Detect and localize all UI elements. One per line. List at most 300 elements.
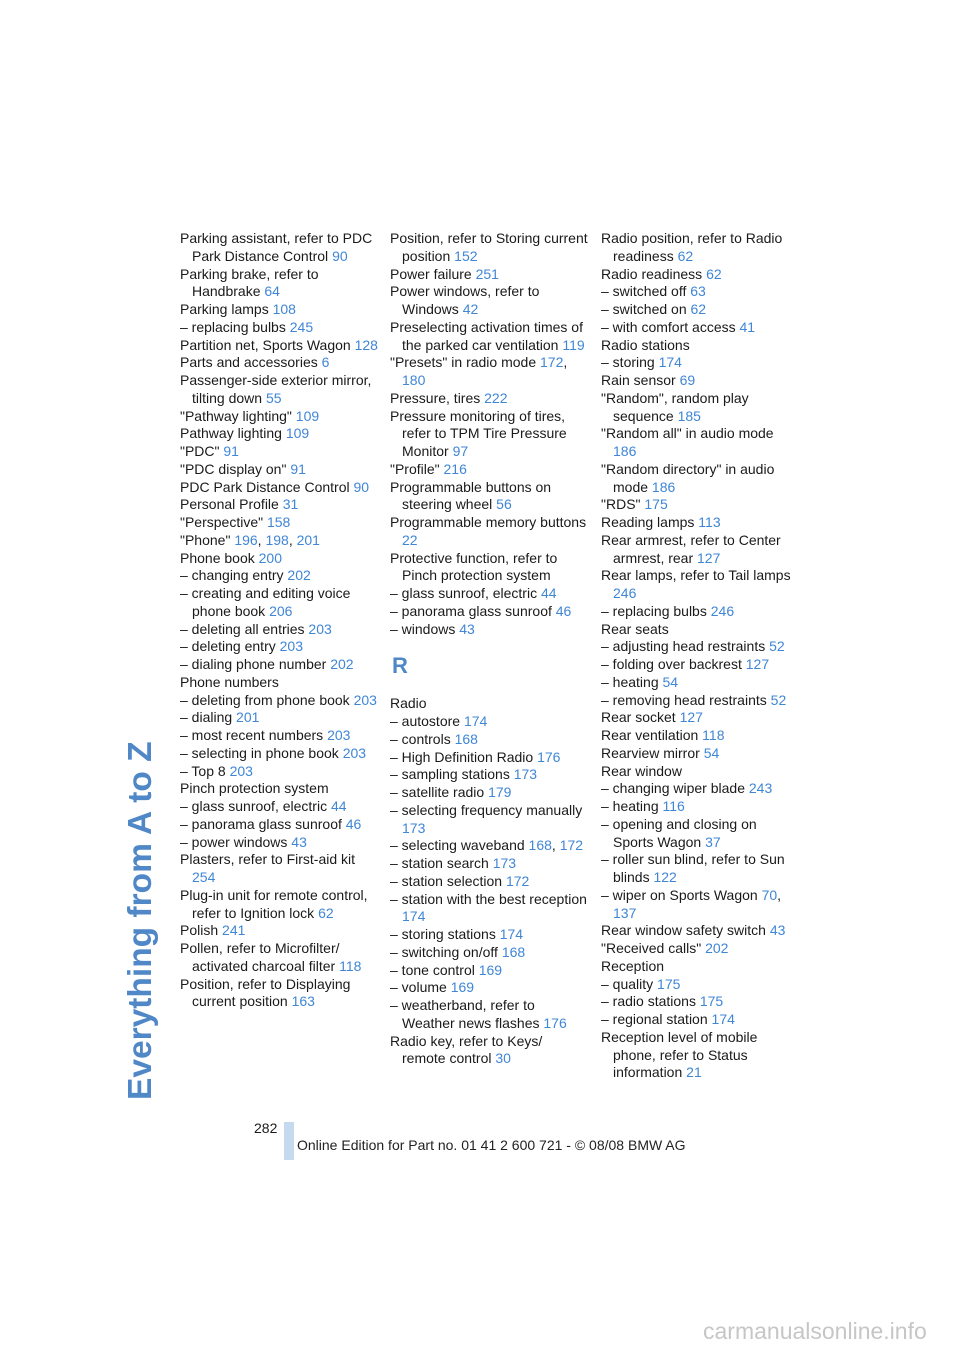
index-term: – replacing bulbs [601, 602, 707, 619]
index-term: – heating [601, 673, 659, 690]
index-entry [180, 940, 378, 976]
page-reference-link[interactable]: 168 [501, 943, 526, 960]
page-reference-link[interactable]: 91 [290, 460, 306, 477]
index-entry [390, 461, 588, 479]
index-term: – Top 8 [180, 762, 226, 779]
index-term: – heating [601, 798, 659, 814]
index-entry [180, 230, 378, 266]
index-entry [180, 266, 378, 302]
index-entry [601, 993, 799, 1011]
index-term: – storing [601, 354, 655, 371]
index-entry [601, 976, 799, 994]
index-entry [601, 798, 799, 816]
index-term: Polish [180, 922, 219, 939]
index-entry [390, 514, 588, 550]
index-entry [180, 834, 378, 852]
index-entry [180, 479, 378, 497]
index-term: – volume [390, 979, 447, 996]
index-term: Passenger-side exterior mirror, tilting down [180, 372, 372, 406]
index-entry [390, 603, 588, 621]
page-reference-link[interactable]: 180 [402, 372, 426, 388]
index-term: – most recent numbers [180, 727, 324, 743]
index-term: Parts and accessories [180, 354, 318, 371]
page-reference-link[interactable]: 91 [223, 443, 239, 459]
index-term: Programmable buttons on steering wheel [390, 478, 552, 513]
index-entry [390, 550, 588, 586]
index-entry [180, 638, 378, 656]
index-term: Reception level of mobile phone, refer to Status information [601, 1028, 758, 1081]
index-term: Radio [390, 695, 427, 712]
page-reference-link[interactable]: 128 [354, 336, 378, 353]
page-reference-link[interactable]: 21 [686, 1064, 702, 1081]
index-term: – deleting entry [180, 638, 276, 655]
page-reference-link[interactable]: 251 [475, 265, 499, 282]
index-entry [180, 922, 378, 940]
index-term: – glass sunroof, electric [390, 585, 538, 601]
page-reference-link[interactable]: 173 [402, 819, 426, 836]
index-entry [390, 962, 588, 980]
page-reference-link[interactable]: 203 [229, 762, 253, 779]
page-reference-link[interactable]: 198 [265, 531, 289, 548]
page-reference-link[interactable]: 172 [540, 354, 564, 371]
index-entry [601, 354, 799, 372]
index-entry [390, 749, 588, 767]
page-reference-link[interactable]: 179 [488, 784, 512, 800]
page-reference-link[interactable]: 158 [266, 514, 291, 530]
index-entry [180, 425, 378, 443]
page-reference-link[interactable]: 43 [291, 833, 307, 850]
page-reference-link[interactable]: 169 [450, 979, 475, 996]
page-reference-link[interactable]: 90 [332, 247, 348, 264]
index-term: – switching on/off [390, 943, 498, 960]
index-entry [180, 976, 378, 1012]
page-reference-link[interactable]: 176 [543, 1014, 567, 1031]
index-term: – removing head restraints [601, 691, 767, 708]
index-term: – panorama glass sunroof [390, 602, 552, 619]
index-entry [601, 674, 799, 692]
index-term: – dialing phone number [180, 656, 327, 672]
index-entry [180, 745, 378, 763]
page-reference-link[interactable]: 175 [657, 975, 681, 992]
page-reference-link[interactable]: 62 [706, 265, 722, 282]
page-reference-link[interactable]: 202 [330, 656, 354, 672]
index-term: Rear lamps, refer to Tail lamps [601, 567, 791, 584]
index-entry [601, 780, 799, 798]
watermark: carmanualsonline.info [703, 1318, 927, 1344]
index-term: "Phone" [180, 531, 231, 548]
index-term: – controls [390, 730, 451, 747]
index-entry [601, 692, 799, 710]
page-reference-link[interactable]: 127 [697, 549, 721, 566]
index-term: Radio readiness [601, 265, 703, 282]
index-entry [390, 695, 588, 713]
page-reference-link[interactable]: 122 [653, 869, 677, 885]
index-term: Rear ventilation [601, 727, 699, 743]
index-entry [601, 763, 799, 781]
index-term: Phone numbers [180, 673, 279, 690]
index-entry [390, 731, 588, 749]
index-term: – satellite radio [390, 784, 485, 800]
index-term: Parking assistant, refer to PDC Park Distance Control [180, 230, 373, 264]
index-column-1 [180, 230, 378, 1011]
index-term: Position, refer to Displaying current position [180, 975, 351, 1010]
page-reference-link[interactable]: 118 [702, 727, 725, 743]
index-entry [180, 550, 378, 568]
index-term: Radio key, refer to Keys/ remote control [390, 1032, 543, 1067]
index-entry [390, 855, 588, 873]
index-term: – selecting waveband [390, 837, 525, 854]
index-term: "PDC" [180, 443, 220, 459]
index-term: – autostore [390, 713, 461, 729]
index-term: "Random all" in audio mode [601, 425, 774, 442]
index-entry [390, 802, 588, 838]
index-term: Partition net, Sports Wagon [180, 336, 351, 353]
page-reference-link[interactable]: 52 [770, 691, 787, 708]
page-reference-link[interactable]: 203 [353, 691, 377, 708]
index-entry [180, 709, 378, 727]
page-reference-link[interactable]: 245 [289, 318, 314, 335]
page-reference-link[interactable]: 201 [296, 531, 320, 548]
index-term: Rear armrest, refer to Center armrest, rear [601, 531, 781, 566]
index-term: – changing entry [180, 567, 284, 584]
index-term: – roller sun blind, refer to Sun blinds [601, 851, 785, 885]
page-reference-link[interactable]: 22 [402, 531, 418, 548]
index-term: Pinch protection system [180, 780, 329, 797]
index-term: Plasters, refer to First-aid kit [180, 851, 356, 868]
index-entry [601, 372, 799, 390]
index-entry [180, 674, 378, 692]
index-entry: "Presets" in radio mode 172, 180 [390, 354, 568, 388]
index-entry [601, 567, 799, 603]
index-entry [180, 567, 378, 585]
page-reference-link[interactable]: 64 [264, 283, 280, 300]
page-reference-link[interactable]: 241 [222, 922, 246, 939]
page-reference-link[interactable]: 119 [562, 336, 585, 353]
index-term: – changing wiper blade [601, 780, 745, 797]
index-term: – High Definition Radio [390, 748, 534, 765]
index-entry [601, 709, 799, 727]
index-term: – selecting in phone book [180, 744, 339, 761]
index-entry [601, 621, 799, 639]
index-entry [390, 408, 588, 461]
page-reference-link[interactable]: 44 [330, 798, 347, 814]
page-reference-link[interactable]: 254 [192, 869, 216, 885]
index-term: PDC Park Distance Control [180, 478, 350, 495]
index-term: Radio stations [601, 336, 690, 353]
index-term: – tone control [390, 961, 475, 978]
index-entry [180, 461, 378, 479]
index-entry [390, 621, 588, 639]
index-term: – folding over backrest [601, 656, 742, 672]
index-term: Programmable memory buttons [390, 514, 587, 530]
page-reference-link[interactable]: 44 [540, 585, 557, 601]
page-reference-link[interactable]: 203 [327, 727, 351, 743]
index-entry [180, 514, 378, 532]
page-reference-link[interactable]: 152 [454, 247, 478, 264]
page-reference-link[interactable]: 43 [769, 922, 786, 939]
index-entry [601, 1029, 799, 1082]
index-column-2 [390, 230, 588, 1068]
index-entry [601, 337, 799, 355]
page-reference-link[interactable]: 174 [463, 713, 488, 729]
index-entry [180, 656, 378, 674]
index-entry [601, 940, 799, 958]
page-reference-link[interactable]: 127 [679, 709, 703, 726]
index-entry [180, 301, 378, 319]
index-entry [390, 891, 588, 927]
page-reference-link[interactable]: 90 [353, 478, 370, 495]
index-term: – storing stations [390, 926, 496, 942]
index-term: – selecting frequency manually [390, 801, 583, 818]
page-reference-link[interactable]: 175 [699, 993, 724, 1010]
page-reference-link[interactable]: 174 [711, 1011, 735, 1027]
index-entry [180, 816, 378, 834]
index-term: – station search [390, 855, 489, 871]
index-term: – with comfort access [601, 318, 736, 335]
index-entry [601, 496, 799, 514]
page-reference-link[interactable]: 201 [236, 709, 260, 726]
page-reference-link[interactable]: 186 [613, 443, 637, 459]
index-term: Radio position, refer to Radio readiness [601, 230, 783, 264]
index-term: Rear window safety switch [601, 922, 766, 939]
index-term: – quality [601, 975, 654, 992]
page-reference-link[interactable]: 168 [528, 837, 552, 854]
index-entry [390, 873, 588, 891]
index-entry [180, 621, 378, 639]
page-reference-link[interactable]: 202 [705, 940, 729, 956]
page-reference-link[interactable]: 46 [345, 815, 362, 832]
index-term: Position, refer to Storing current position [390, 230, 588, 264]
page-reference-link[interactable]: 69 [679, 372, 696, 388]
index-term: Pressure monitoring of tires, refer to TPM Tire Pressure Monitor [390, 407, 567, 459]
page-reference-link[interactable]: 56 [496, 496, 512, 513]
page-reference-link[interactable]: 37 [705, 833, 721, 850]
page-reference-link[interactable]: 97 [452, 443, 469, 459]
index-entry: "Phone" 196, 198, 201 [180, 531, 320, 548]
page-reference-link[interactable]: 169 [478, 961, 503, 978]
index-term: – station with the best reception [390, 890, 587, 907]
index-term: Plug-in unit for remote control, refer to Ignition lock [180, 886, 368, 921]
index-entry: – wiper on Sports Wagon 70, 137 [601, 886, 782, 921]
index-term: "RDS" [601, 496, 641, 513]
index-term: "PDC display on" [180, 460, 287, 477]
page-reference-link[interactable]: 6 [321, 354, 330, 371]
index-entry [601, 745, 799, 763]
page-reference-link[interactable]: 222 [484, 389, 508, 406]
index-term: Rearview mirror [601, 744, 700, 761]
index-entry [180, 887, 378, 923]
index-term: "Received calls" [601, 940, 702, 956]
index-column-3 [601, 230, 799, 1082]
index-entry [601, 727, 799, 745]
index-term: "Profile" [390, 460, 440, 477]
page-reference-link[interactable]: 203 [342, 744, 367, 761]
index-term: Rear window [601, 762, 682, 779]
page-reference-link[interactable]: 137 [613, 904, 637, 921]
index-entry [601, 514, 799, 532]
index-term: Pressure, tires [390, 389, 481, 406]
index-term: – sampling stations [390, 766, 510, 783]
index-term: Parking lamps [180, 301, 269, 317]
page-reference-link[interactable]: 127 [745, 656, 770, 672]
index-term: Protective function, refer to Pinch protection system [390, 549, 558, 584]
index-entry [180, 372, 378, 408]
page-reference-link[interactable]: 203 [308, 620, 332, 637]
footer-bar [284, 1122, 294, 1160]
index-term: "Pathway lighting" [180, 407, 292, 424]
index-entry [390, 479, 588, 515]
index-entry [601, 390, 799, 426]
page-reference-link[interactable]: 176 [537, 748, 561, 765]
index-term: "Random directory" in audio mode [601, 460, 775, 495]
page-reference-link[interactable]: 42 [462, 301, 479, 317]
page-reference-link[interactable]: 172 [505, 872, 530, 889]
page-reference-link[interactable]: 55 [265, 389, 282, 406]
page-reference-link[interactable]: 70 [761, 886, 778, 903]
index-entry [601, 319, 799, 337]
index-term: – adjusting head restraints [601, 638, 766, 655]
index-term: Pollen, refer to Microfilter/ activated charcoal filter [180, 940, 340, 974]
index-entry [390, 1033, 588, 1069]
page-reference-link[interactable]: 196 [234, 531, 258, 548]
footer-text: Online Edition for Part no. 01 41 2 600 721 - © 08/08 BMW AG [297, 1137, 686, 1153]
page-reference-link[interactable]: 175 [644, 496, 668, 513]
index-entry [180, 408, 378, 426]
page-reference-link[interactable]: 43 [459, 620, 475, 637]
index-term: Reading lamps [601, 514, 695, 530]
index-term: – windows [390, 620, 456, 637]
index-entry [180, 763, 378, 781]
index-entry [601, 922, 799, 940]
index-term: Rain sensor [601, 372, 676, 388]
index-entry [601, 230, 799, 266]
page-number: 282 [254, 1120, 278, 1136]
page-reference-link[interactable]: 116 [662, 798, 685, 814]
index-entry: – selecting waveband 168, 172 [390, 837, 584, 854]
index-entry [180, 443, 378, 461]
index-term: Parking brake, refer to Handbrake [180, 265, 319, 300]
index-term: "Presets" in radio mode [390, 354, 537, 371]
index-entry [390, 944, 588, 962]
page-reference-link[interactable]: 52 [769, 638, 785, 655]
page-reference-link[interactable]: 54 [662, 673, 679, 690]
index-term: – switched on [601, 301, 687, 317]
page-reference-link[interactable]: 62 [318, 904, 334, 921]
index-term: – dialing [180, 709, 233, 726]
index-entry [390, 784, 588, 802]
index-term: – opening and closing on Sports Wagon [601, 815, 757, 850]
page-reference-link[interactable]: 174 [658, 354, 682, 371]
index-entry [390, 266, 588, 284]
index-entry [390, 283, 588, 319]
page-reference-link[interactable]: 168 [454, 730, 478, 747]
index-entry [601, 656, 799, 674]
index-term: – switched off [601, 283, 687, 300]
page-reference-link[interactable]: 109 [285, 425, 310, 442]
index-entry [601, 1011, 799, 1029]
index-term: – station selection [390, 872, 503, 889]
page-reference-link[interactable]: 202 [287, 567, 311, 584]
index-term: "Perspective" [180, 514, 264, 530]
page-reference-link[interactable]: 113 [698, 514, 721, 530]
page-reference-link[interactable]: 174 [402, 908, 426, 925]
index-entry [390, 390, 588, 408]
index-term: Reception [601, 957, 665, 974]
page-reference-link[interactable]: 163 [291, 993, 315, 1010]
index-term: Power failure [390, 265, 472, 282]
index-entry [601, 461, 799, 497]
index-entry [180, 798, 378, 816]
index-entry [180, 337, 378, 355]
page-reference-link[interactable]: 216 [443, 460, 467, 477]
index-entry [601, 816, 799, 852]
index-term: – deleting from phone book [180, 691, 350, 708]
page-reference-link[interactable]: 246 [710, 602, 735, 619]
index-entry [601, 301, 799, 319]
page-reference-link[interactable]: 109 [295, 407, 320, 424]
index-entry [601, 638, 799, 656]
page-reference-link[interactable]: 31 [282, 496, 299, 513]
index-entry [601, 851, 799, 887]
page-reference-link[interactable]: 173 [492, 855, 517, 871]
index-term: "Random", random play sequence [601, 389, 749, 424]
index-entry [180, 585, 378, 621]
index-term: – creating and editing voice phone book [180, 585, 351, 619]
index-term: Personal Profile [180, 496, 279, 513]
index-term: Pathway lighting [180, 425, 282, 442]
index-term: – panorama glass sunroof [180, 815, 342, 832]
page-reference-link[interactable]: 200 [258, 549, 282, 566]
index-term: – glass sunroof, electric [180, 798, 328, 814]
page-reference-link[interactable]: 46 [555, 602, 572, 619]
index-term: – replacing bulbs [180, 318, 286, 335]
page-reference-link[interactable]: 41 [739, 318, 756, 335]
page-reference-link[interactable]: 206 [269, 602, 293, 619]
page-reference-link[interactable]: 173 [513, 766, 538, 783]
index-entry [601, 958, 799, 976]
page-reference-link[interactable]: 30 [495, 1050, 511, 1067]
index-entry [180, 692, 378, 710]
page-reference-link[interactable]: 174 [499, 926, 524, 942]
page-reference-link[interactable]: 185 [677, 407, 701, 424]
page-reference-link[interactable]: 186 [651, 478, 676, 495]
index-term: – weatherband, refer to Weather news flashes [390, 997, 540, 1031]
page-reference-link[interactable]: 108 [272, 301, 296, 317]
index-entry [180, 780, 378, 798]
index-term: – power windows [180, 833, 288, 850]
index-entry [601, 425, 799, 461]
page-reference-link[interactable]: 54 [703, 744, 720, 761]
page-reference-link[interactable]: 203 [279, 638, 303, 655]
index-entry [390, 997, 588, 1033]
page-reference-link[interactable]: 172 [559, 837, 584, 854]
page-reference-link[interactable]: 63 [690, 283, 706, 300]
index-entry [180, 319, 378, 337]
index-entry [180, 851, 378, 887]
page-reference-link[interactable]: 62 [677, 247, 694, 264]
page-reference-link[interactable]: 118 [339, 957, 362, 974]
page-reference-link[interactable]: 62 [690, 301, 707, 317]
page-reference-link[interactable]: 246 [613, 585, 637, 601]
index-term: – radio stations [601, 993, 696, 1010]
index-entry [390, 713, 588, 731]
index-entry [601, 603, 799, 621]
index-term: – deleting all entries [180, 620, 305, 637]
page-reference-link[interactable]: 243 [748, 780, 773, 797]
index-entry [601, 266, 799, 284]
index-entry [390, 766, 588, 784]
index-term: – regional station [601, 1011, 708, 1027]
